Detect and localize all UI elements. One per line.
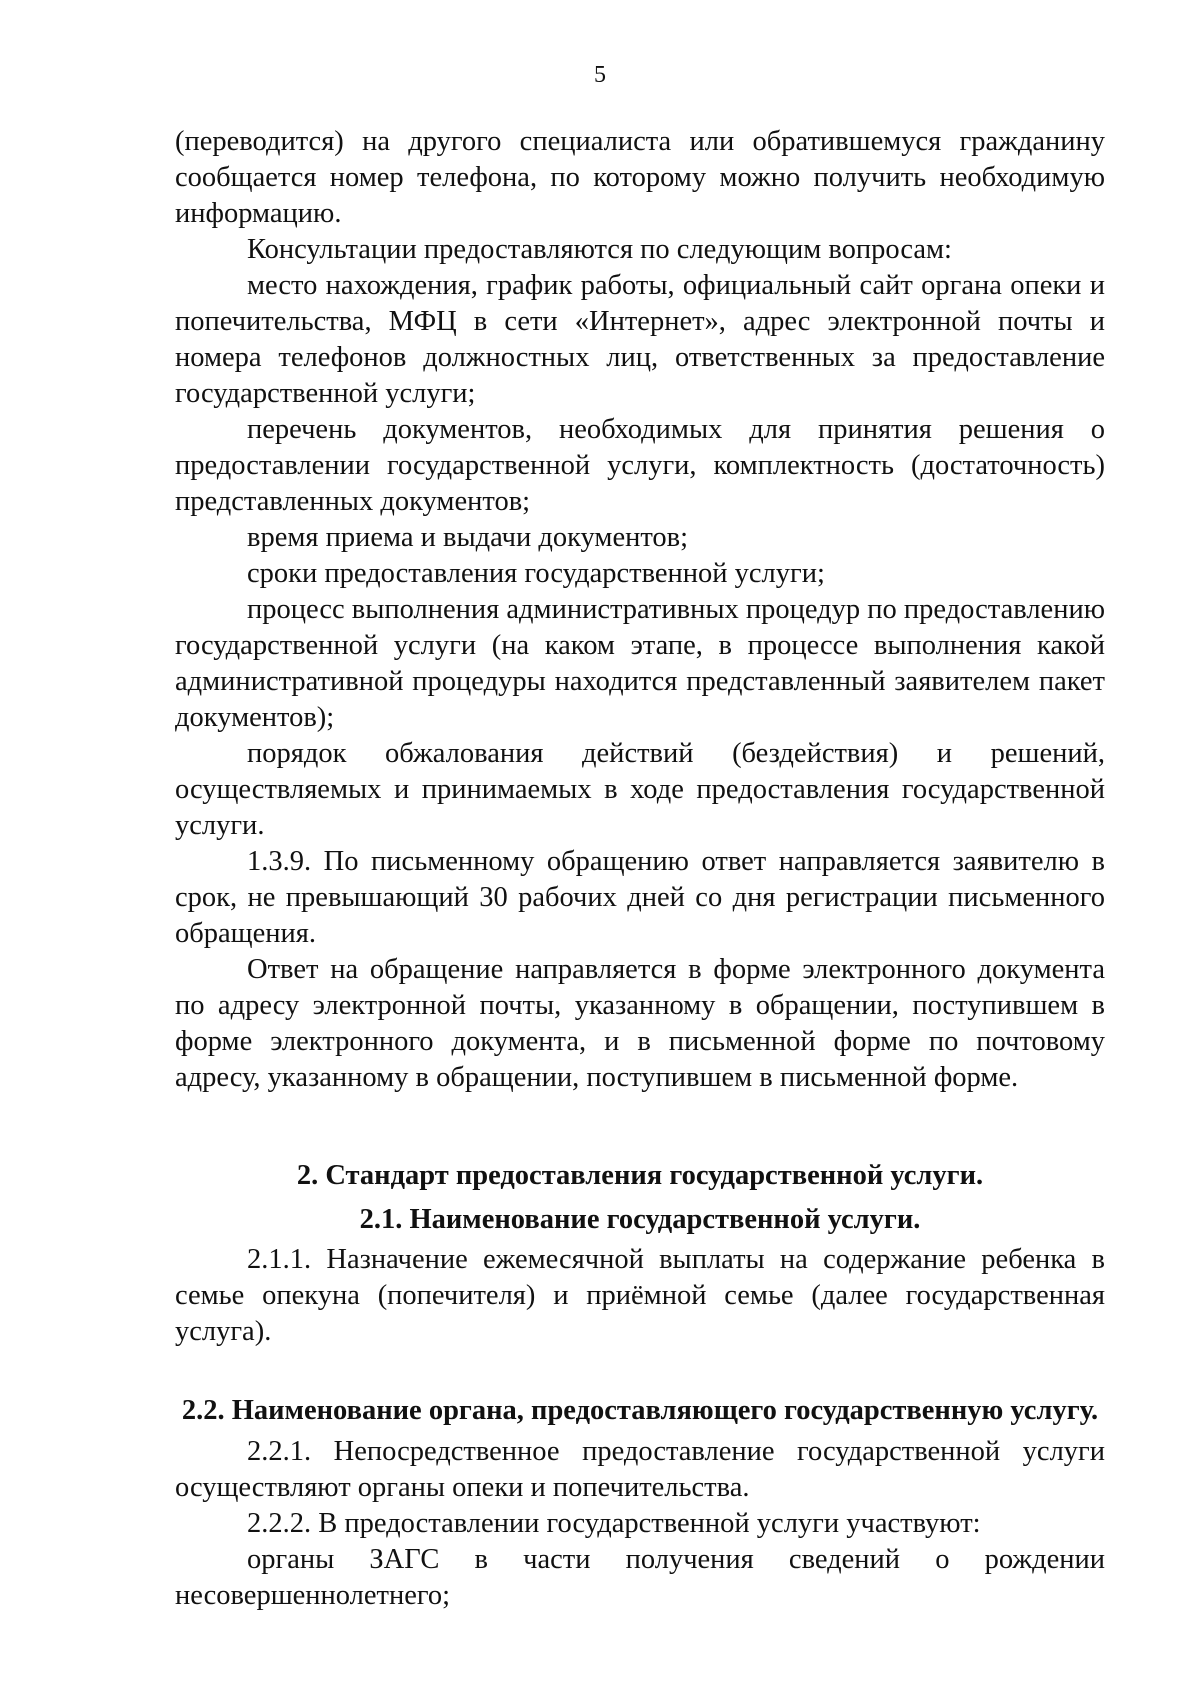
list-item-appeal: порядок обжалования действий (бездействия) и решений, осуществляемых и принимаемых в ходе предоставления государственной услуги. — [175, 738, 1105, 841]
list-item-location: место нахождения, график работы, официальный сайт органа опеки и попечительства, МФЦ в сети «Интернет», адрес электронной почты и номера телефонов должностных лиц, ответственных за предоставление государственной услуги; — [175, 270, 1105, 409]
page-number: 5 — [594, 62, 606, 88]
list-item-terms: сроки предоставления государственной услуги; — [247, 558, 825, 589]
list-item-process: процесс выполнения административных процедур по предоставлению государственной услуги (на каком этапе, в процессе выполнения какой административной процедуры находится представленный заявителем пакет документов); — [175, 594, 1105, 733]
list-item-documents: перечень документов, необходимых для принятия решения о предоставлении государственной услуги, комплектность (достаточность) представленных документов; — [175, 414, 1105, 517]
section-2-heading: 2. Стандарт предоставления государственной услуги. — [296, 1160, 984, 1191]
list-item-zags: органы ЗАГС в части получения сведений о рождении несовершеннолетнего; — [175, 1544, 1105, 1611]
paragraph-consultations-intro: Консультации предоставляются по следующим вопросам: — [247, 234, 952, 265]
document-body — [175, 124, 1105, 1614]
paragraph-1-3-9: 1.3.9. По письменному обращению ответ направляется заявителю в срок, не превышающий 30 рабочих дней со дня регистрации письменного обращения. — [175, 846, 1105, 949]
list-item-reception-time: время приема и выдачи документов; — [247, 522, 689, 553]
section-2-1-heading: 2.1. Наименование государственной услуги. — [359, 1204, 921, 1235]
paragraph-2-1-1: 2.1.1. Назначение ежемесячной выплаты на содержание ребенка в семье опекуна (попечителя) и приёмной семье (далее государственная услуга). — [175, 1244, 1105, 1347]
paragraph-response-form: Ответ на обращение направляется в форме электронного документа по адресу электронной почты, указанному в обращении, поступившем в форме электронного документа, и в письменной форме по почтовому адресу, указанному в обращении, поступившем в письменной форме. — [175, 954, 1105, 1093]
paragraph-2-2-1: 2.2.1. Непосредственное предоставление государственной услуги осуществляют органы опеки и попечительства. — [175, 1436, 1105, 1503]
paragraph-2-2-2: 2.2.2. В предоставлении государственной услуги участвуют: — [247, 1508, 981, 1539]
paragraph-continuation: (переводится) на другого специалиста или обратившемуся гражданину сообщается номер телефона, по которому можно получить необходимую информацию. — [175, 126, 1105, 229]
section-2-2-heading: 2.2. Наименование органа, предоставляющего государственную услугу. — [181, 1395, 1099, 1426]
